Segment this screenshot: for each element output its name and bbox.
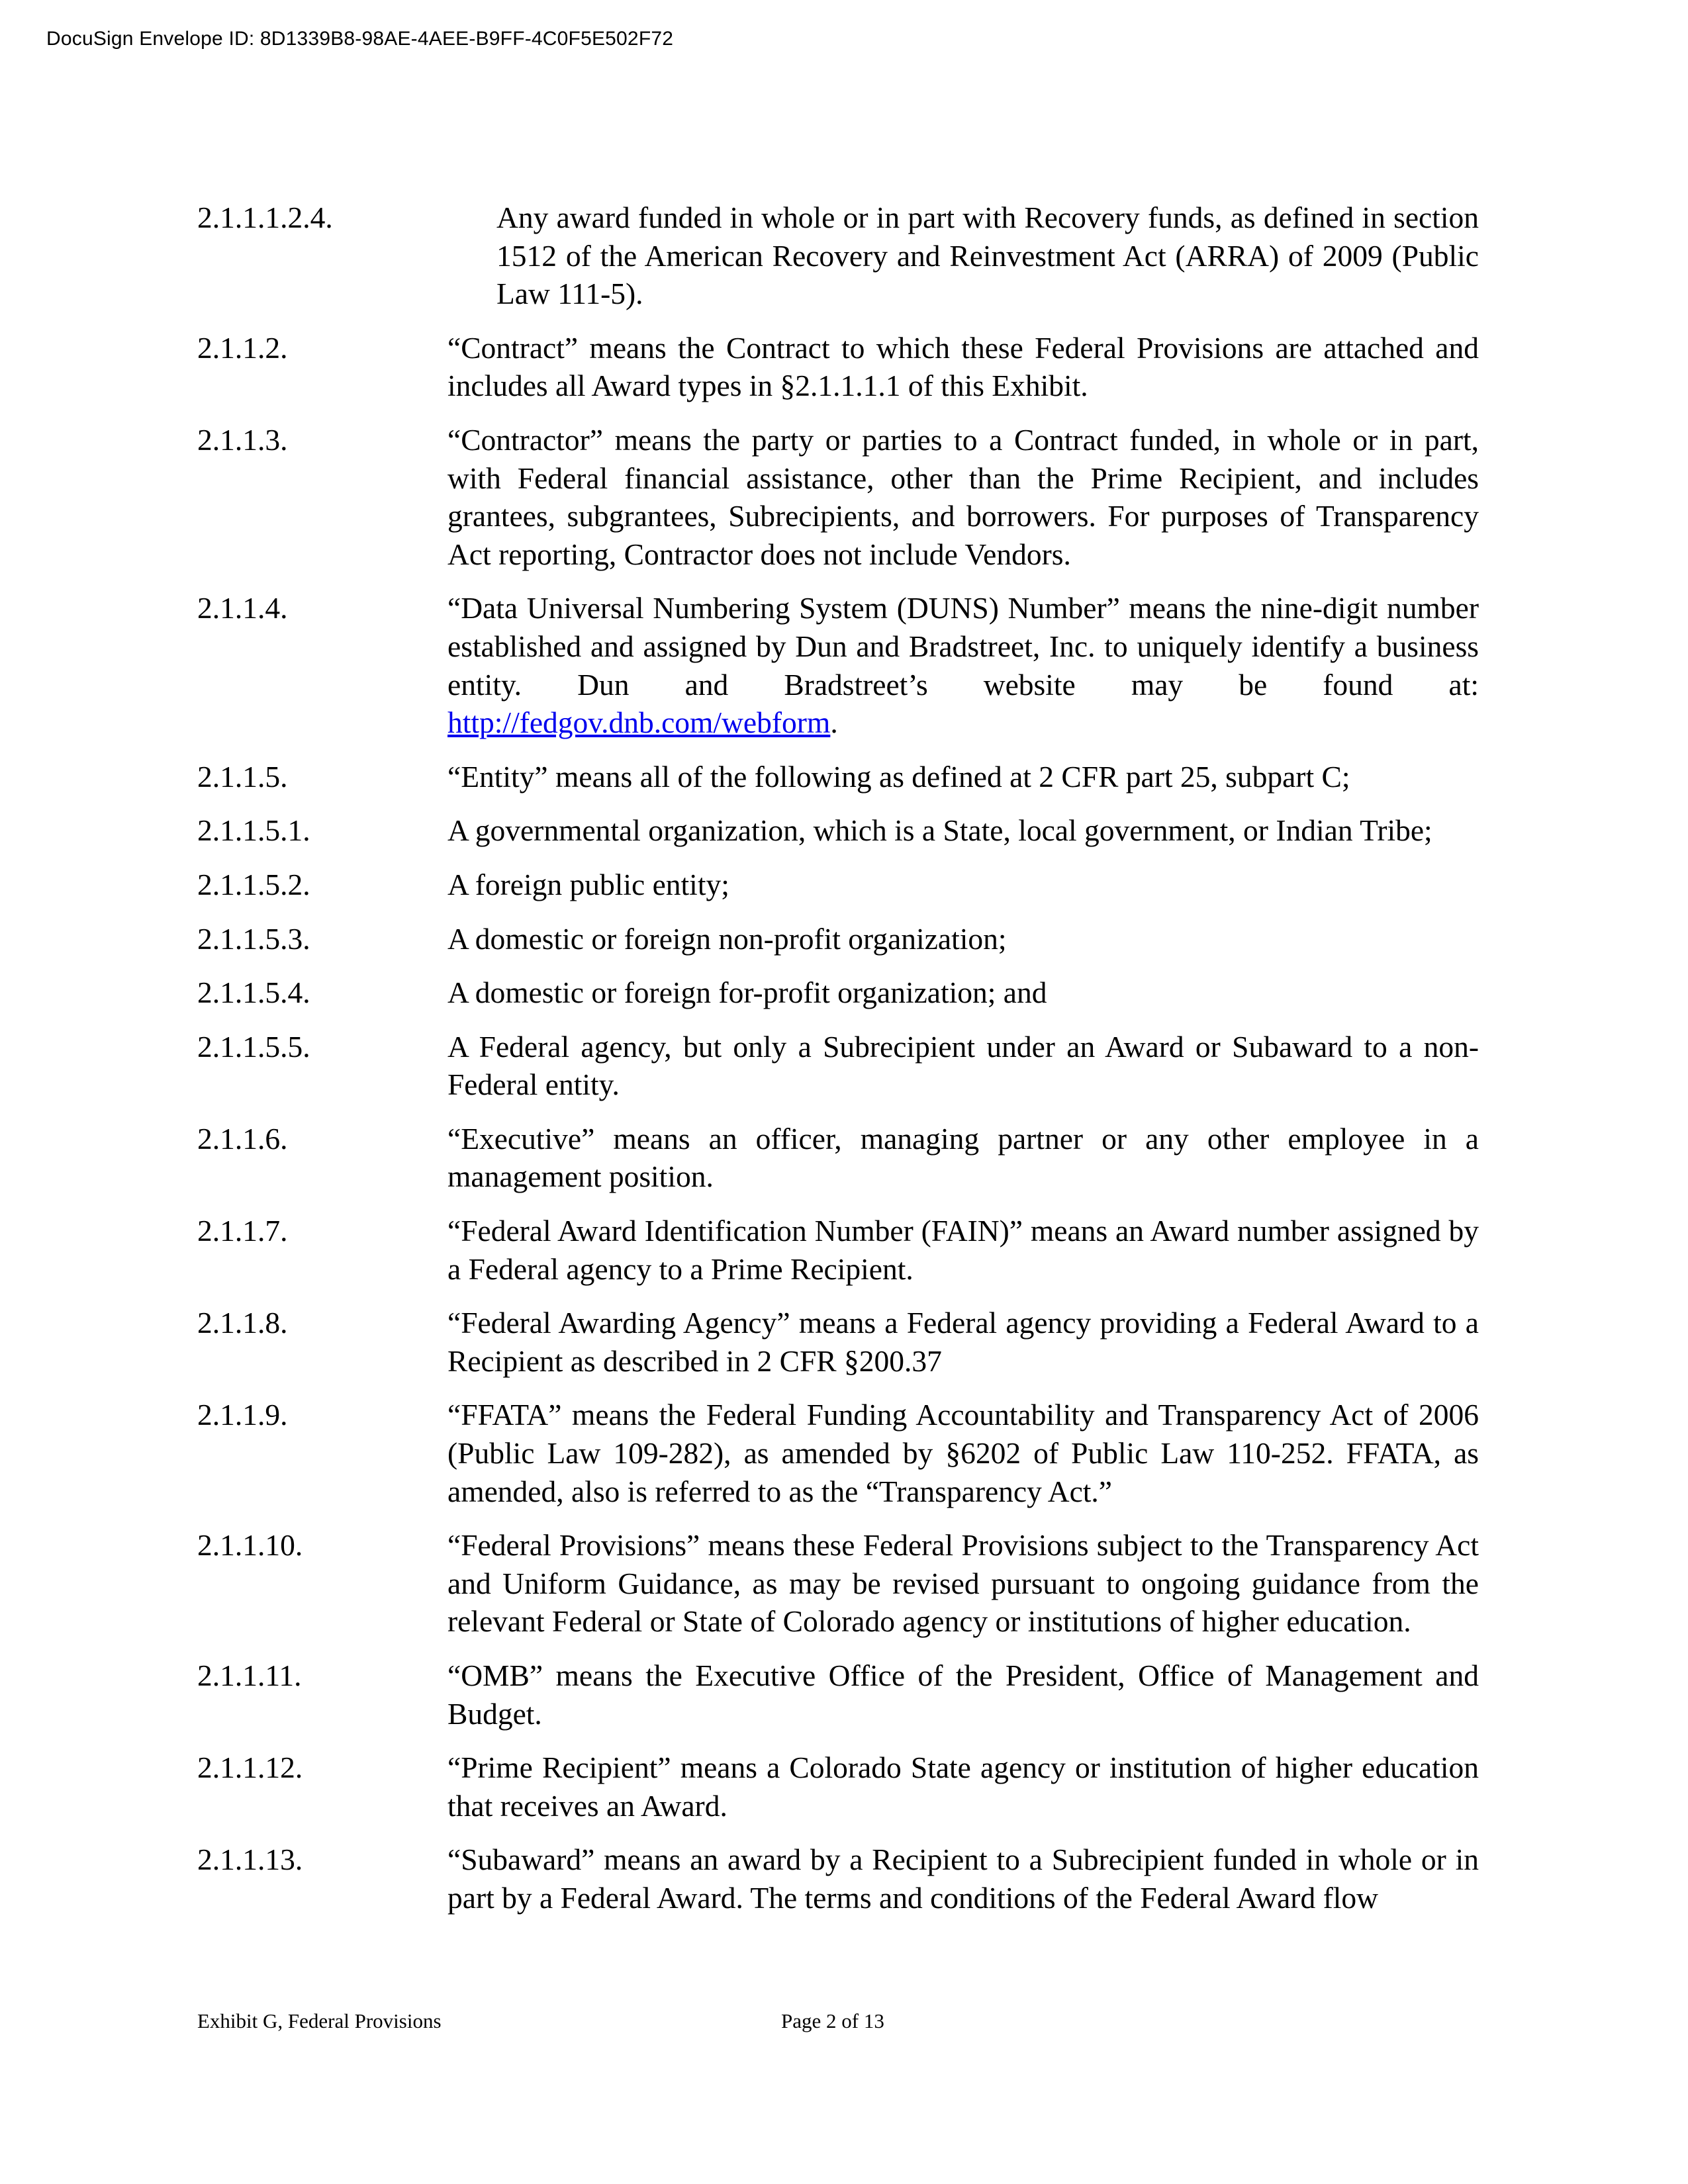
section-text: A governmental organization, which is a State, local government, or Indian Tribe; (447, 813, 1432, 848)
definition-entry (197, 421, 1479, 573)
envelope-id: DocuSign Envelope ID: 8D1339B8-98AE-4AEE-B9FF-4C0F5E502F72 (46, 28, 674, 50)
section-text: “Executive” means an officer, managing partner or any other employee in a management position. (447, 1121, 1479, 1194)
definition-entry (197, 199, 1479, 313)
sub-entry (197, 974, 1479, 1012)
section-number: 2.1.1.5.1. (197, 813, 310, 848)
section-number: 2.1.1.6. (197, 1121, 288, 1156)
section-number: 2.1.1.2. (197, 330, 288, 365)
definition-entry (197, 1526, 1479, 1641)
section-text: “Data Universal Numbering System (DUNS) Number” means the nine-digit number established and assigned by Dun and Bradstreet, Inc. to uniquely identify a business entity. Dun and Bradstreet’s website may be found at: (447, 591, 1479, 702)
section-text: “Federal Provisions” means these Federal Provisions subject to the Transparency Act and Uniform Guidance, as may be revised pursuant to ongoing guidance from the relevant Federal or State of Colorado agency or institutions of higher education. (447, 1528, 1479, 1639)
section-number: 2.1.1.5.5. (197, 1029, 310, 1064)
section-text: “Entity” means all of the following as defined at 2 CFR part 25, subpart C; (447, 759, 1350, 794)
section-number: 2.1.1.7. (197, 1214, 288, 1248)
section-number: 2.1.1.9. (197, 1398, 288, 1432)
section-number: 2.1.1.5.4. (197, 976, 310, 1010)
definition-entry (197, 1304, 1479, 1380)
sub-entry (197, 811, 1479, 850)
section-number: 2.1.1.11. (197, 1659, 302, 1692)
section-number: 2.1.1.5.2. (197, 867, 310, 901)
section-text: “OMB” means the Executive Office of the President, Office of Management and Budget. (447, 1659, 1479, 1731)
section-text: A foreign public entity; (447, 867, 729, 901)
section-text: Any award funded in whole or in part with Recovery funds, as defined in section 1512 of the American Recovery and Reinvestment Act (ARRA) of 2009 (Public Law 111-5). (496, 201, 1479, 311)
section-text: “Contractor” means the party or parties to a Contract funded, in whole or in part, with Federal financial assistance, other than the Prime Recipient, and includes grantees, subgrantees, Subrecipients, and borrowers. For purposes of Transparency Act reporting, Contractor does not include Vendors. (447, 422, 1479, 571)
dnb-webform-link[interactable]: http://fedgov.dnb.com/webform (447, 705, 831, 740)
section-text: “Prime Recipient” means a Colorado State agency or institution of higher education that receives an Award. (447, 1751, 1479, 1823)
section-text: “Federal Awarding Agency” means a Federal agency providing a Federal Award to a Recipient as described in 2 CFR §200.37 (447, 1306, 1479, 1378)
sub-entry (197, 920, 1479, 958)
section-number: 2.1.1.8. (197, 1306, 288, 1340)
section-number: 2.1.1.12. (197, 1751, 303, 1785)
section-number: 2.1.1.5.3. (197, 921, 310, 956)
section-number: 2.1.1.13. (197, 1843, 303, 1877)
section-text-duns (447, 589, 1479, 741)
definition-entry (197, 1396, 1479, 1510)
definition-entry (197, 1212, 1479, 1288)
definition-entry (197, 1749, 1479, 1825)
section-text: “Federal Award Identification Number (FAIN)” means an Award number assigned by a Federal agency to a Prime Recipient. (447, 1214, 1479, 1286)
section-text: “FFATA” means the Federal Funding Accountability and Transparency Act of 2006 (Public Law 109-282), as amended by §6202 of Public Law 110-252. FFATA, as amended, also is referred to as the “Transparency Act.” (447, 1398, 1479, 1508)
section-number: 2.1.1.10. (197, 1528, 303, 1563)
definition-entry (197, 1657, 1479, 1733)
sub-entry (197, 1028, 1479, 1104)
definition-entry (197, 758, 1479, 796)
footer-exhibit-title: Exhibit G, Federal Provisions (197, 2009, 442, 2032)
definition-entry (197, 329, 1479, 405)
sub-entry (197, 866, 1479, 904)
definition-entry (197, 589, 1479, 741)
section-number: 2.1.1.1.2.4. (197, 201, 333, 234)
definition-entry (197, 1120, 1479, 1196)
section-number: 2.1.1.4. (197, 591, 288, 625)
footer-page-number: Page 2 of 13 (781, 2009, 884, 2032)
section-number: 2.1.1.3. (197, 422, 288, 457)
document-body (197, 199, 1479, 1933)
section-number: 2.1.1.5. (197, 759, 288, 794)
section-text: A domestic or foreign non-profit organization; (447, 921, 1007, 956)
section-text: “Contract” means the Contract to which these Federal Provisions are attached and includes all Award types in §2.1.1.1.1 of this Exhibit. (447, 330, 1479, 403)
section-text: A Federal agency, but only a Subrecipient under an Award or Subaward to a non-Federal entity. (447, 1029, 1479, 1102)
section-text: “Subaward” means an award by a Recipient to a Subrecipient funded in whole or in part by a Federal Award. The terms and conditions of the Federal Award flow (447, 1843, 1479, 1915)
section-text: A domestic or foreign for-profit organization; and (447, 976, 1047, 1010)
link-trailing-punctuation: . (830, 705, 838, 740)
definition-entry (197, 1841, 1479, 1917)
